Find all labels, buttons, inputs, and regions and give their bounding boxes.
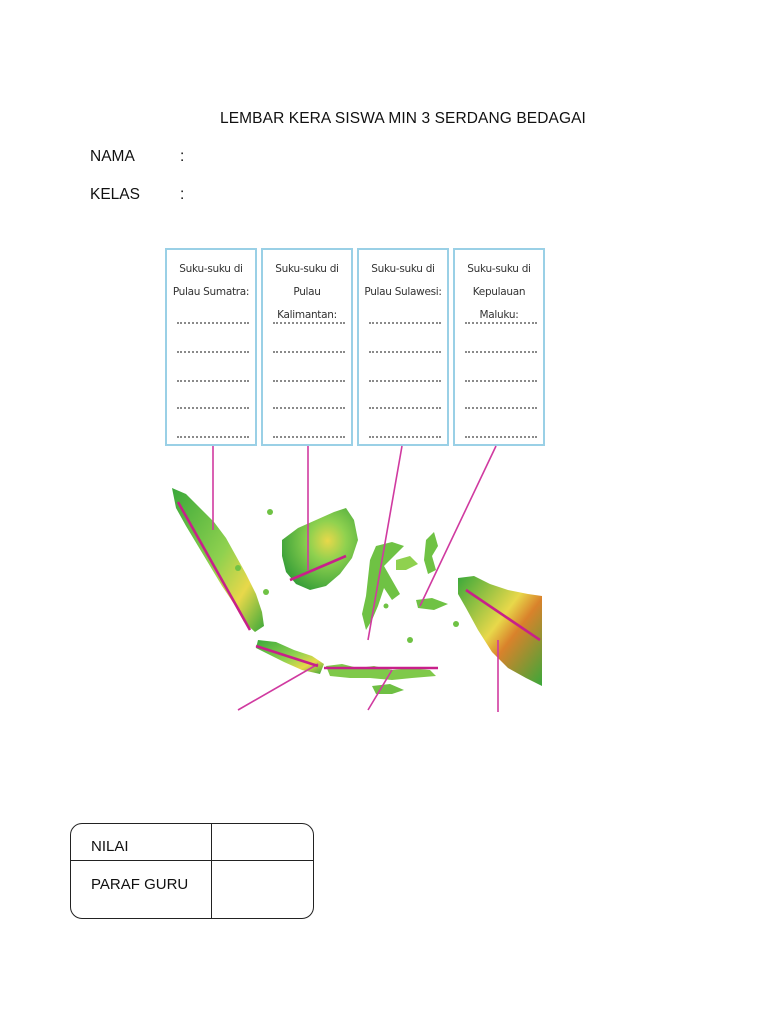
- score-box: [70, 823, 314, 919]
- islet: [263, 589, 269, 595]
- sumatra-island: [172, 488, 264, 632]
- score-divider-h: [71, 860, 313, 861]
- nusa-tenggara-islands: [326, 664, 436, 680]
- connector-sulawesi: [368, 446, 402, 640]
- card-sulawesi-line2: Pulau Sulawesi:: [364, 286, 442, 298]
- sulawesi-arm: [396, 556, 418, 570]
- card-sulawesi-line1: Suku-suku di: [371, 263, 435, 275]
- name-label: NAMA: [90, 148, 135, 165]
- islet: [407, 637, 413, 643]
- class-colon: :: [180, 186, 185, 203]
- card-kalimantan-line1: Suku-suku di: [275, 263, 339, 275]
- card-maluku-line2: Kepulauan Maluku:: [472, 286, 526, 321]
- card-sumatra-line1: Suku-suku di: [179, 263, 243, 275]
- islet: [384, 604, 389, 609]
- class-field[interactable]: [90, 186, 185, 204]
- card-maluku-line1: Suku-suku di: [467, 263, 531, 275]
- name-field[interactable]: [90, 148, 185, 166]
- connector-java: [238, 664, 318, 710]
- indonesia-map: [165, 248, 545, 713]
- teacher-signature-label: PARAF GURU: [91, 876, 189, 893]
- grade-label: NILAI: [91, 838, 129, 855]
- islet: [453, 621, 459, 627]
- islet: [267, 509, 273, 515]
- name-colon: :: [180, 148, 185, 165]
- card-sumatra-line2: Pulau Sumatra:: [172, 286, 250, 298]
- card-kalimantan-line2: Pulau Kalimantan:: [277, 286, 337, 321]
- halmahera-island: [424, 532, 438, 574]
- score-divider-v: [211, 824, 212, 918]
- worksheet-title: LEMBAR KERA SISWA MIN 3 SERDANG BEDAGAI: [220, 110, 586, 127]
- nusa-tenggara-islets: [372, 684, 404, 694]
- class-label: KELAS: [90, 186, 140, 203]
- islet: [235, 565, 241, 571]
- indonesia-map-figure: [165, 248, 545, 713]
